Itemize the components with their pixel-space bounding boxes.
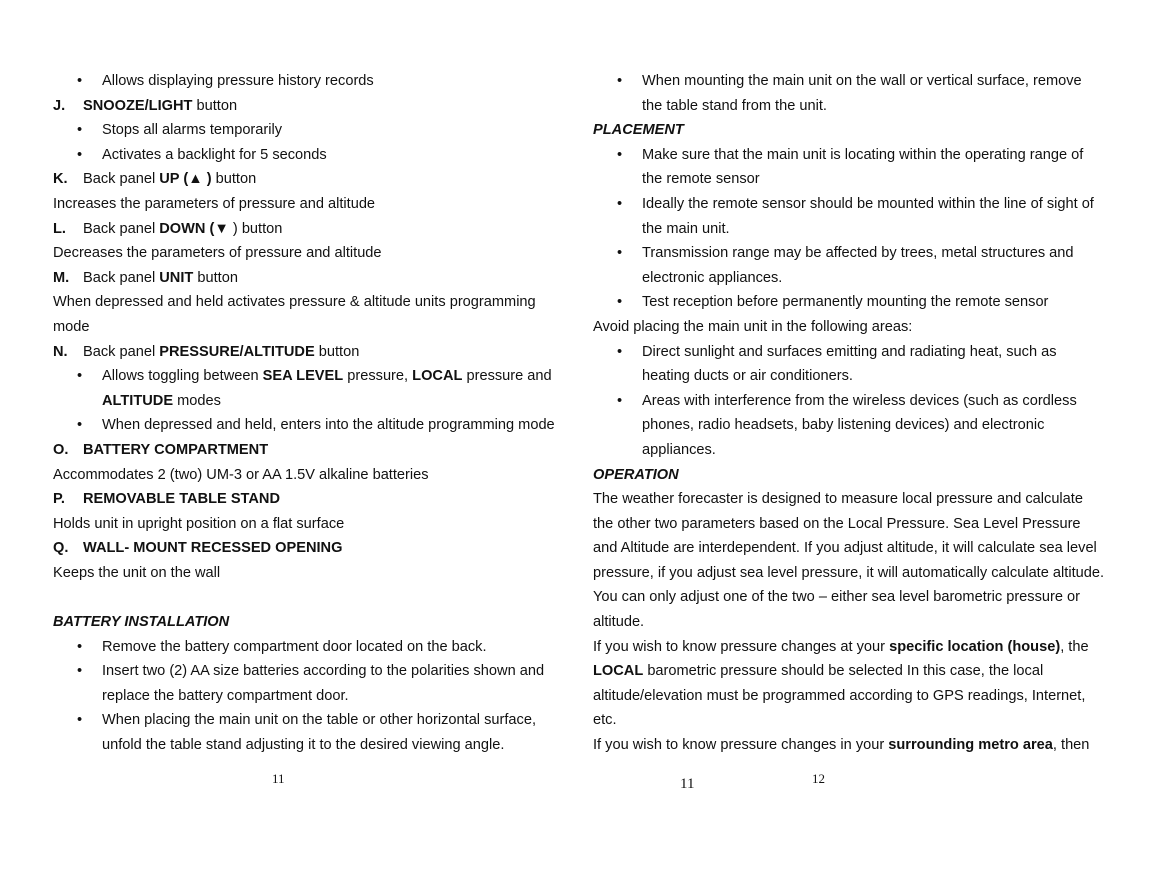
bullet-icon: • [617, 294, 623, 311]
spacer [53, 585, 533, 610]
item-j-heading: J. SNOOZE/LIGHT button [53, 97, 238, 114]
item-m-description: When depressed and held activates pressure & altitude units programming [53, 294, 536, 311]
operation-paragraph-line: the other two parameters based on the Local Pressure. Sea Level Pressure [593, 515, 1081, 532]
item-p-heading: P. REMOVABLE TABLE STAND [53, 491, 281, 508]
bullet-item: • Transmission range may be affected by trees, metal structures and [593, 241, 1073, 266]
operation-paragraph-line: The weather forecaster is designed to measure local pressure and calculate [593, 491, 1083, 508]
battery-installation-heading: BATTERY INSTALLATION [53, 614, 230, 631]
bullet-item: • When depressed and held, enters into the altitude programming mode [53, 413, 533, 438]
item-n-heading: N. Back panel PRESSURE/ALTITUDE button [53, 343, 360, 360]
bullet-icon: • [77, 663, 83, 680]
bullet-icon: • [617, 146, 623, 163]
bullet-icon: • [617, 245, 623, 262]
bullet-icon: • [617, 195, 623, 212]
operation-paragraph-line: altitude. [593, 614, 645, 631]
operation-paragraph-line: If you wish to know pressure changes in your surrounding metro area, then [593, 737, 1090, 754]
bullet-item-cont: the table stand from the unit. [642, 97, 827, 114]
operation-heading: OPERATION [593, 466, 679, 483]
bullet-icon: • [77, 417, 83, 434]
bullet-item: • Areas with interference from the wireless devices (such as cordless [593, 389, 1073, 414]
operation-paragraph-line: If you wish to know pressure changes at your specific location (house), the [593, 638, 1089, 655]
bullet-icon: • [617, 73, 623, 89]
bullet-item-cont: heating ducts or air conditioners. [642, 368, 853, 385]
bullet-item: • Activates a backlight for 5 seconds [53, 143, 533, 168]
bullet-item-cont: the remote sensor [642, 171, 760, 188]
bullet-item: • Direct sunlight and surfaces emitting and radiating heat, such as [593, 340, 1073, 365]
operation-paragraph-line: pressure, if you adjust sea level pressure, it will automatically calculate altitude. [593, 564, 1105, 581]
bullet-item-cont: appliances. [642, 441, 716, 458]
bullet-item: • Allows toggling between SEA LEVEL pressure, LOCAL pressure and [53, 364, 533, 389]
bullet-item-cont: electronic appliances. [642, 269, 783, 286]
bullet-icon: • [617, 343, 623, 360]
item-k-description: Increases the parameters of pressure and altitude [53, 195, 376, 212]
bullet-item: • Remove the battery compartment door located on the back. [53, 635, 533, 660]
item-o-heading: O. BATTERY COMPARTMENT [53, 441, 269, 458]
item-m-description-cont: mode [53, 318, 90, 335]
bullet-item: • Make sure that the main unit is locating within the operating range of [593, 143, 1073, 168]
bullet-icon: • [77, 638, 83, 655]
bullet-item: • When placing the main unit on the table or other horizontal surface, [53, 708, 533, 733]
page-number-middle: 11 [680, 776, 695, 792]
bullet-item-cont: unfold the table stand adjusting it to the desired viewing angle. [102, 737, 505, 754]
bullet-icon: • [77, 73, 83, 89]
bullet-icon: • [617, 392, 623, 409]
right-page-column [593, 69, 1105, 758]
bullet-icon: • [77, 146, 83, 163]
bullet-item: • Allows displaying pressure history records [53, 69, 533, 94]
item-l-heading: L. Back panel DOWN (▼ ) button [53, 220, 283, 237]
operation-paragraph-line: etc. [593, 712, 617, 729]
page-number-left: 11 [272, 771, 285, 786]
bullet-item-cont: ALTITUDE modes [102, 392, 221, 409]
item-q-description: Keeps the unit on the wall [53, 564, 221, 581]
operation-paragraph-line: altitude/elevation must be programmed according to GPS readings, Internet, [593, 687, 1086, 704]
item-m-heading: M. Back panel UNIT button [53, 269, 238, 286]
bullet-icon: • [77, 368, 83, 385]
bullet-item-cont: replace the battery compartment door. [102, 687, 349, 704]
bullet-item-cont: phones, radio headsets, baby listening devices) and electronic [642, 417, 1045, 434]
item-q-heading: Q. WALL- MOUNT RECESSED OPENING [53, 540, 343, 557]
bullet-item: • When mounting the main unit on the wall or vertical surface, remove [593, 69, 1073, 94]
operation-paragraph-line: and Altitude are interdependent. If you adjust altitude, it will calculate sea level [593, 540, 1097, 557]
bullet-item: • Ideally the remote sensor should be mounted within the line of sight of [593, 192, 1073, 217]
bullet-item: • Insert two (2) AA size batteries according to the polarities shown and [53, 659, 533, 684]
avoid-intro: Avoid placing the main unit in the following areas: [593, 318, 913, 335]
bullet-item: • Stops all alarms temporarily [53, 118, 533, 143]
item-p-description: Holds unit in upright position on a flat surface [53, 515, 345, 532]
bullet-icon: • [77, 712, 83, 729]
operation-paragraph-line: You can only adjust one of the two – either sea level barometric pressure or [593, 589, 1081, 606]
left-page-column [53, 69, 555, 758]
bullet-item-cont: the main unit. [642, 220, 730, 237]
item-k-heading: K. Back panel UP (▲ ) button [53, 171, 257, 188]
placement-heading: PLACEMENT [593, 122, 684, 139]
item-l-description: Decreases the parameters of pressure and altitude [53, 245, 382, 262]
page-number-right: 12 [812, 771, 825, 786]
bullet-icon: • [77, 122, 83, 139]
operation-paragraph-line: LOCAL barometric pressure should be selected In this case, the local [593, 663, 1044, 680]
bullet-item: • Test reception before permanently mounting the remote sensor [593, 290, 1073, 315]
item-o-description: Accommodates 2 (two) UM-3 or AA 1.5V alkaline batteries [53, 466, 429, 483]
